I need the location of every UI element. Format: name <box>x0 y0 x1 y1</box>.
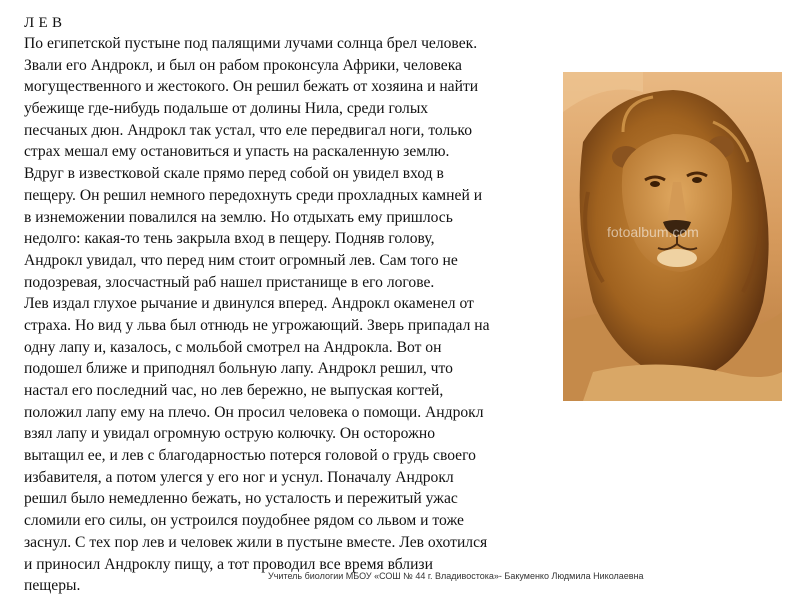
story-line: и приносил Андроклу пищу, а тот проводил все время вблизи <box>24 555 433 573</box>
story-line: подозревая, злосчастный раб нашел пристанище в его логове. <box>24 273 435 291</box>
story-text <box>24 33 564 597</box>
story-line: Андрокл увидал, что перед ним стоит огромный лев. Сам того не <box>24 251 458 269</box>
photo-watermark: fotoalbum.com <box>607 224 699 240</box>
story-line: страха. Но вид у льва был отнюдь не угрожающий. Зверь припадал на <box>24 316 490 334</box>
story-line: взял лапу и увидал огромную острую колючку. Он осторожно <box>24 425 436 443</box>
story-line: решил было немедленно бежать, но усталость и пережитый ужас <box>24 490 458 508</box>
story-line: пещеры. <box>24 577 81 595</box>
story-line: подошел ближе и приподнял больную лапу. Андрокл решил, что <box>24 360 453 378</box>
story-line: убежище где-нибудь подальше от долины Нила, среди голых <box>24 100 429 118</box>
story-line: Звали его Андрокл, и был он рабом проконсула Африки, человека <box>24 56 462 74</box>
story-line: положил лапу ему на плечо. Он просил человека о помощи. Андрокл <box>24 403 484 421</box>
story-line: могущественного и жестокого. Он решил бежать от хозяина и найти <box>24 78 479 96</box>
author-credit: Учитель биологии МБОУ «СОШ № 44 г. Владивостока»- Бакуменко Людмила Николаевна <box>268 571 644 581</box>
story-line: Лев издал глухое рычание и двинулся вперед. Андрокл окаменел от <box>24 295 474 313</box>
story-line: вытащил ее, и лев с благодарностью потерся головой о грудь своего <box>24 447 476 465</box>
lion-photo <box>563 72 782 401</box>
story-line: одну лапу и, казалось, с мольбой смотрел на Андрокла. Вот он <box>24 338 442 356</box>
story-line: пещеру. Он решил немного передохнуть среди прохладных камней и <box>24 186 483 204</box>
slide-title: Л Е В <box>24 15 63 31</box>
story-line: страх мешал ему остановиться и упасть на раскаленную землю. <box>24 143 450 161</box>
story-line: настал его последний час, но лев бережно, не выпуская когтей, <box>24 382 444 399</box>
story-line: в изнеможении повалился на землю. Но отдыхать ему пришлось <box>24 208 453 226</box>
story-line: песчаных дюн. Андрокл так устал, что еле передвигал ноги, только <box>24 121 473 139</box>
story-line: недолго: какая-то тень закрыла вход в пещеру. Подняв голову, <box>24 230 435 248</box>
story-line: Вдруг в известковой скале прямо перед собой он увидел вход в <box>24 165 444 183</box>
story-line: сломили его силы, он устроился поудобнее рядом со львом и тоже <box>24 512 464 530</box>
story-line: заснул. С тех пор лев и человек жили в пустыне вместе. Лев охотился <box>24 533 488 551</box>
story-line: По египетской пустыне под палящими лучами солнца брел человек. <box>24 35 478 52</box>
story-line: избавителя, а потом улегся у его ног и уснул. Поначалу Андрокл <box>24 468 454 486</box>
